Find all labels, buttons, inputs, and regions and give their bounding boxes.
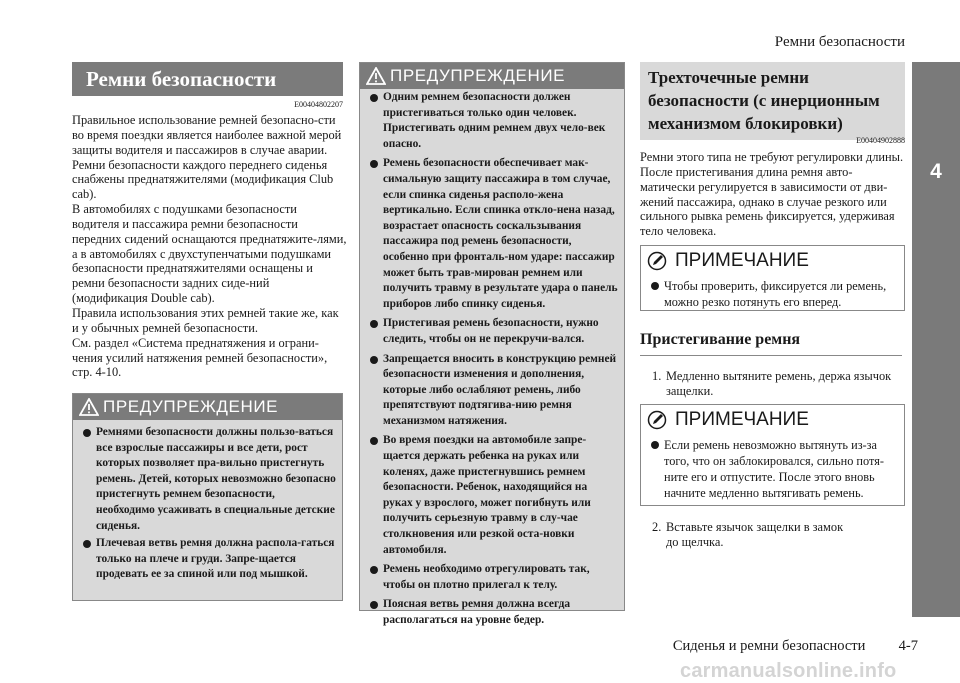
warning-header (73, 394, 342, 420)
note-label: ПРИМЕЧАНИЕ (675, 250, 809, 271)
paragraph: Ремни безопасности каждого переднего сиденья снабжены преднатяжителями (модификация Club cab). (72, 157, 334, 202)
title-line: Трехточечные ремни (648, 68, 809, 87)
warning-header (360, 63, 624, 89)
title-line: безопасности (с инерционным (648, 91, 880, 110)
section-title: Ремни безопасности (72, 62, 343, 96)
note-list (641, 435, 904, 501)
step-text: до щелчка. (666, 535, 724, 549)
warning-item: Поясная ветвь ремня должна всегда располагаться на уровне бедер. (368, 597, 618, 628)
warning-label: ПРЕДУПРЕЖДЕНИЕ (390, 66, 566, 85)
step (652, 520, 902, 550)
step (652, 369, 902, 399)
title-line: механизмом блокировки) (648, 114, 843, 133)
chapter-tab (912, 62, 960, 617)
footer-section-title: Сиденья и ремни безопасности (672, 638, 866, 654)
warning-item: Во время поездки на автомобиле запре-щается держать ребенка на руках или коленях, даже пристегнувшись ремнем безопасности. Ребенок, находящийся на руках у взрослого, может погибнуть или получить серьезную травму в слу-чае столкновения или резкой оста-новки автомобиля. (368, 433, 618, 558)
warning-item: Одним ремнем безопасности должен пристегиваться только один человек. Пристегивать одним ремнем двух чело-век опасно. (368, 90, 618, 152)
warning-item: Ремень необходимо отрегулировать так, чтобы он плотно прилегал к телу. (368, 562, 618, 593)
description-text (640, 150, 905, 239)
step-text: защелки. (666, 384, 714, 398)
pencil-note-icon (647, 251, 669, 271)
subheading-rule (640, 355, 902, 356)
paragraph: См. раздел «Система преднатяжения и ограни-чения усилий натяжения ремней безопасности», стр. 4-10. (72, 335, 328, 380)
warning-triangle-icon (79, 398, 99, 416)
warning-label: ПРЕДУПРЕЖДЕНИЕ (103, 397, 279, 416)
paragraph: Правильное использование ремней безопасно-сти во время поездки является наиболее важной мерой защиты водителя и пассажиров в случае аварии. (72, 113, 342, 157)
note-item: Если ремень невозможно вытянуть из-за того, что он заблокировался, сильно потя-ните его и отпустите. После этого вновь начните медленно вытягивать ремень. (649, 437, 898, 501)
pencil-note-icon (647, 410, 669, 430)
warning-item: Ремнями безопасности должны пользо-ваться все взрослые пассажиры и все дети, рост которых позволяет пра-вильно пристегнуть ремень. Детей, которых невозможно безопасно пристегнуть ремнем безопасности, необходимо усаживать в специальные детские сиденья. (81, 425, 336, 534)
intro-text (72, 113, 347, 380)
subheading: Пристегивание ремня (640, 331, 801, 348)
step-number: 1. (652, 369, 662, 383)
subsection-code: E00404902888 (856, 136, 905, 145)
note-list (641, 276, 904, 310)
page-footer (673, 638, 918, 655)
watermark: carmanualsonline.info (680, 660, 897, 682)
note-box (640, 245, 905, 311)
step-number: 2. (652, 520, 662, 534)
warning-list (73, 420, 342, 583)
note-label: ПРИМЕЧАНИЕ (675, 409, 809, 430)
note-header (641, 405, 904, 435)
chapter-number: 4 (930, 160, 942, 183)
note-box (640, 404, 905, 506)
section-code: E00404802207 (294, 100, 343, 109)
warning-box (359, 62, 625, 626)
subsection-title (640, 62, 905, 140)
warning-triangle-icon (366, 67, 386, 85)
step-text: Вставьте язычок защелки в замок (666, 520, 844, 534)
running-header: Ремни безопасности (774, 34, 905, 50)
step-text: Медленно вытяните ремень, держа язычок (666, 369, 892, 383)
warning-list (360, 89, 624, 629)
paragraph: Правила использования этих ремней такие же, как и у обычных ремней безопасности. (72, 305, 339, 335)
paragraph: Ремни этого типа не требуют регулировки длины. После пристегивания длина ремня авто-матически регулируется в зависимости от дви-жений пассажира, однако в случае резкого или сильного рывка ремень фиксируется, удерживая тело человека. (640, 150, 904, 239)
warning-item: Плечевая ветвь ремня должна распола-гаться только на плече и груди. Запре-щается продевать ее за спиной или под мышкой. (81, 536, 336, 583)
page-number: 4-7 (898, 638, 918, 654)
warning-box (72, 393, 343, 601)
paragraph: В автомобилях с подушками безопасности водителя и пассажира ремни безопасности передних сидений оснащаются преднатяжите-лями, а в автомобилях с двухступенчатыми подушками безопасности преднатяжителями оснащены и ремни безопасности задних сиде-ний (модификация Double cab). (72, 202, 347, 306)
warning-item: Ремень безопасности обеспечивает мак-симальную защиту пассажира в том случае, если спинка сиденья располо-жена вертикально. Если спинка откло-нена назад, возрастает опасность соскальзывания пассажира под ремень безопасности, особенно при фронталь-ном ударе: пассажир может быть трав-мирован ремнем или получить травму в результате удара о панель приборов либо спинку сиденья. (368, 156, 618, 312)
note-item: Чтобы проверить, фиксируется ли ремень, можно резко потянуть его вперед. (649, 278, 898, 310)
warning-item: Запрещается вносить в конструкцию ремней безопасности изменения и дополнения, которые либо ослабляют ремень, либо препятствуют подтягива-нию ремня механизмом натяжения. (368, 352, 618, 430)
note-header (641, 246, 904, 276)
warning-item: Пристегивая ремень безопасности, нужно следить, чтобы он не перекручи-вался. (368, 316, 618, 347)
